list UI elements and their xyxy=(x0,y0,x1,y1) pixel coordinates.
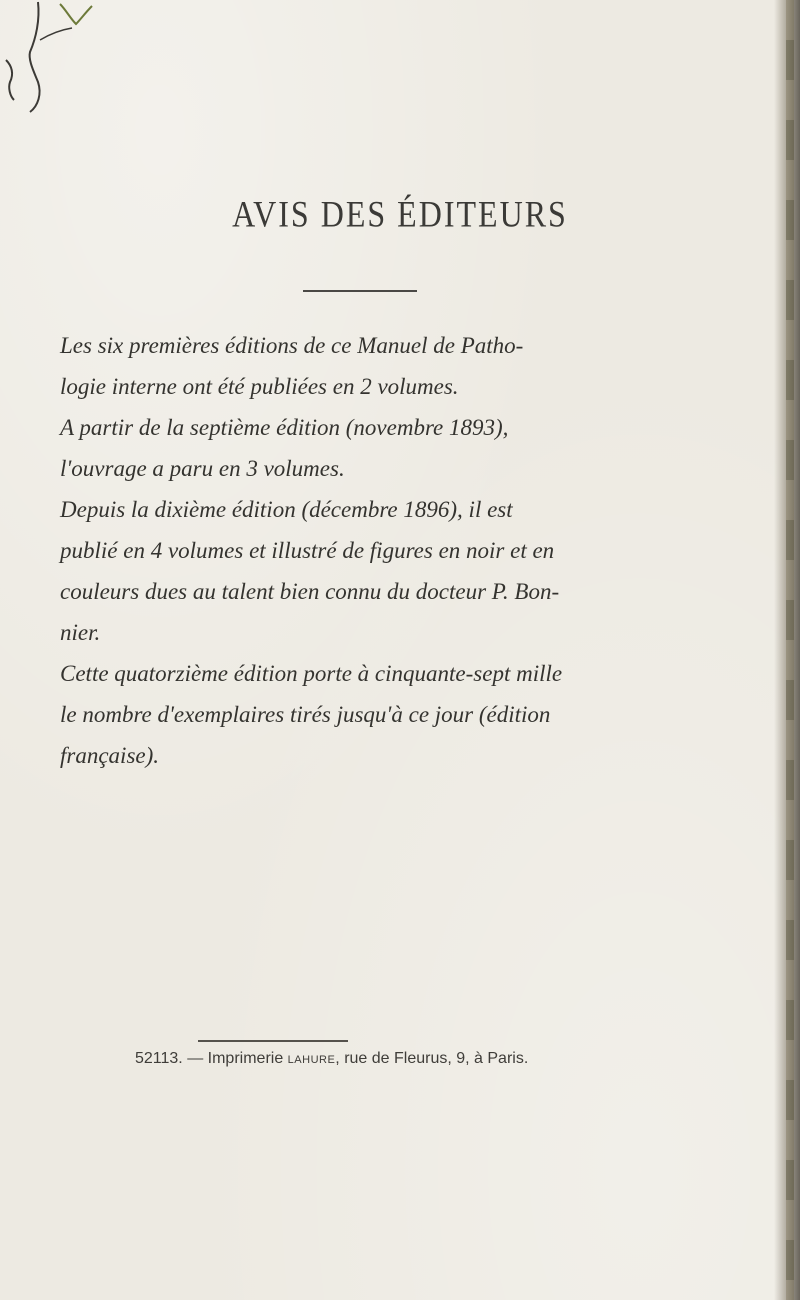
text-line: publié en 4 volumes et illustré de figures en noir et en xyxy=(60,538,555,563)
text-line: Depuis la dixième édition (décembre 1896), il est xyxy=(60,497,513,522)
printer-name: LAHURE xyxy=(287,1054,336,1066)
text-line: Les six premières éditions de ce Manuel de Patho- xyxy=(60,333,524,358)
text-line: française). xyxy=(60,743,160,768)
text-line: le nombre d'exemplaires tirés jusqu'à ce jour (édition xyxy=(60,702,551,727)
text-line: logie interne ont été publiées en 2 volumes. xyxy=(60,374,459,399)
printer-imprint xyxy=(135,1050,528,1068)
text-line: Cette quatorzième édition porte à cinquante-sept mille xyxy=(60,661,563,686)
paragraph-1 xyxy=(60,325,720,407)
page-title: AVIS DES ÉDITEURS xyxy=(232,193,568,235)
footer-divider xyxy=(198,1040,348,1042)
text-line: l'ouvrage a paru en 3 volumes. xyxy=(60,456,345,481)
imprint-dash: — xyxy=(187,1050,204,1067)
paragraph-2 xyxy=(60,407,720,489)
notice-text xyxy=(60,325,720,776)
text-line: couleurs dues au talent bien connu du docteur P. Bon- xyxy=(60,579,560,604)
paragraph-3 xyxy=(60,489,720,653)
text-line: A partir de la septième édition (novembre 1893), xyxy=(60,415,509,440)
printer-prefix: Imprimerie xyxy=(207,1050,284,1067)
print-number: 52113. xyxy=(135,1050,183,1067)
printer-address: , rue de Fleurus, 9, à Paris. xyxy=(335,1050,529,1067)
binding-strip xyxy=(786,0,794,1300)
text-line: nier. xyxy=(60,620,101,645)
title-divider xyxy=(303,290,417,292)
paragraph-4 xyxy=(60,653,720,776)
handwritten-mark xyxy=(0,0,110,120)
